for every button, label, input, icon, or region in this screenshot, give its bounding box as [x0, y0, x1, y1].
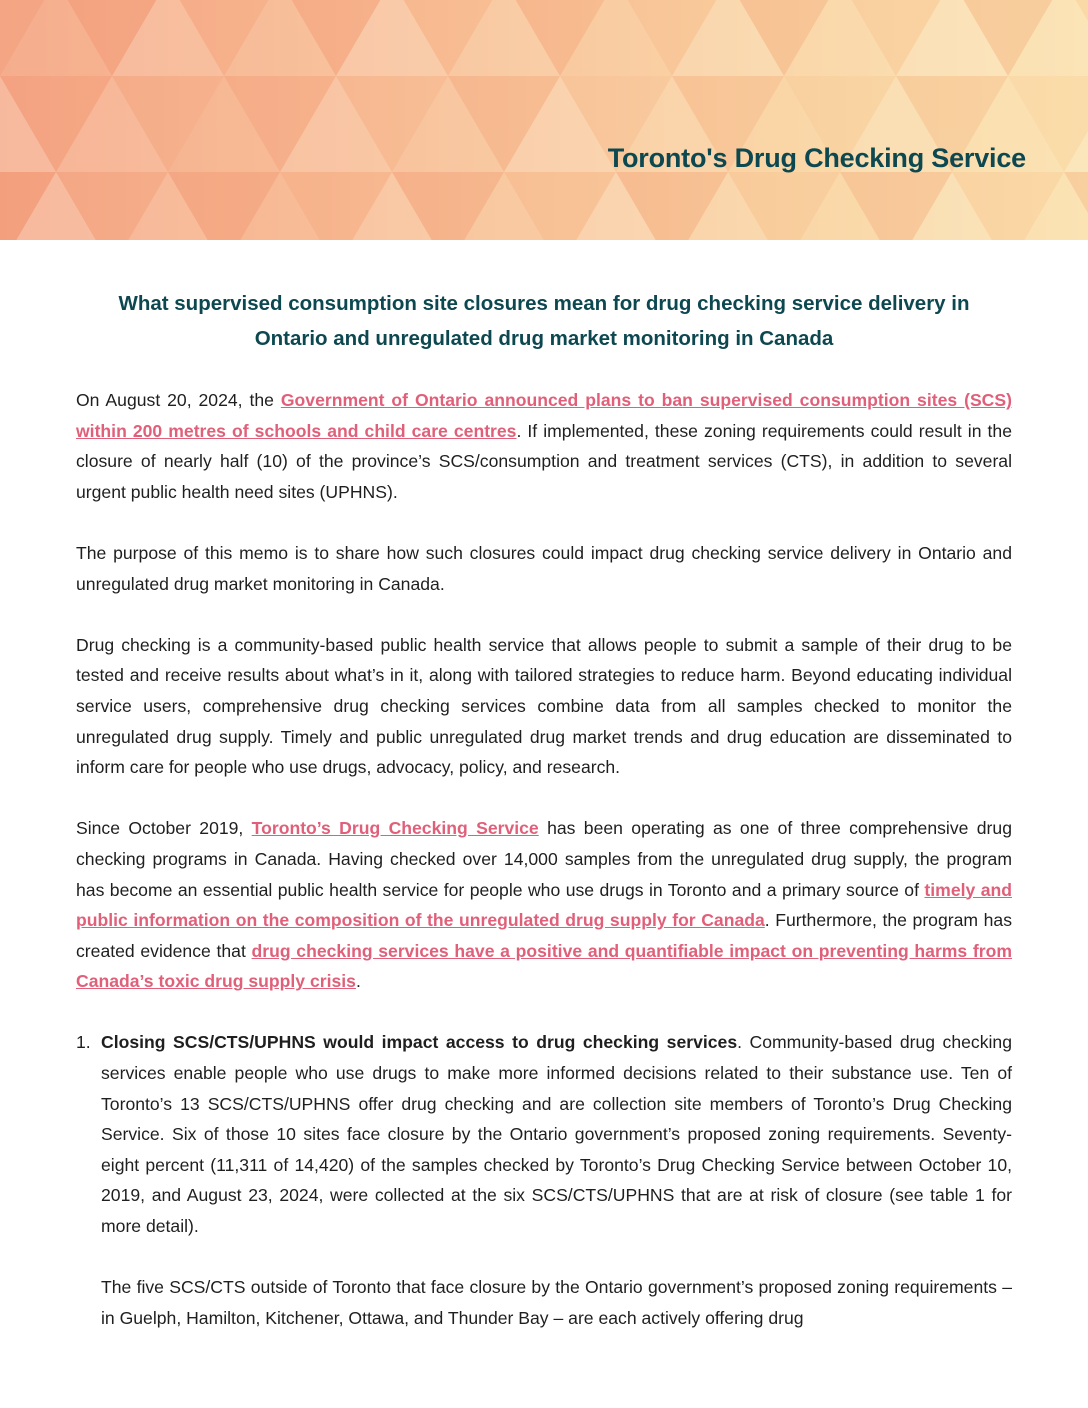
- list-item: [76, 1027, 1012, 1333]
- list-item-text: . Community-based drug checking services enable people who use drugs to make more informed decisions related to their substance use. Ten of Toronto’s 13 SCS/CTS/UPHNS offer drug checking and are collection site members of Toronto’s Drug Checking Service. Six of those 10 sites face closure by the Ontario government’s proposed zoning requirements. Seventy-eight percent (11,311 of 14,420) of the samples checked by Toronto’s Drug Checking Service between October 10, 2019, and August 23, 2024, were collected at the six SCS/CTS/UPHNS that are at risk of closure (see table 1 for more detail).: [101, 1032, 1012, 1237]
- list-item-heading: Closing SCS/CTS/UPHNS would impact access to drug checking services: [101, 1032, 738, 1053]
- paragraph-text: Since October 2019,: [76, 818, 252, 839]
- link-ontario-announcement[interactable]: Government of Ontario announced plans to ban supervised consumption sites (SCS) within 200 metres of schools and child care centres: [76, 390, 1012, 441]
- paragraph-text: has been operating as one of three comprehensive drug checking programs in Canada. Having checked over 14,000 samples from the unregulated drug supply, the program has become an essential public health service for people who use drugs in Toronto and a primary source of: [76, 818, 1012, 900]
- document-title-line2: Ontario and unregulated drug market monitoring in Canada: [254, 327, 834, 350]
- link-harm-evidence[interactable]: drug checking services have a positive and quantifiable impact on preventing harms from Canada’s toxic drug supply crisis: [76, 940, 1013, 992]
- triangle-pattern: [0, 0, 1088, 240]
- header-title: Toronto's Drug Checking Service: [607, 143, 1026, 173]
- paragraph-toronto-service: [76, 813, 1012, 997]
- paragraph-drug-checking: Drug checking is a community-based public health service that allows people to submit a sample of their drug to be tested and receive results about what’s in it, along with tailored strategies to reduce harm. Beyond educating individual service users, comprehensive drug checking services combine data from all samples checked to monitor the unregulated drug supply. Timely and public unregulated drug market trends and drug education are disseminated to inform care for people who use drugs, advocacy, policy, and research.: [76, 634, 1012, 778]
- list-item-followup: The five SCS/CTS outside of Toronto that face closure by the Ontario government’s proposed zoning requirements – in Guelph, Hamilton, Kitchener, Ottawa, and Thunder Bay – are each actively offering drug: [101, 1277, 1012, 1328]
- paragraph-text: . Furthermore, the program has created evidence that: [76, 910, 1012, 961]
- paragraph-text: On August 20, 2024, the: [76, 390, 281, 410]
- paragraph-text: . If implemented, these zoning requirements could result in the closure of nearly half (10) of the province’s SCS/consumption and treatment services (CTS), in addition to several urgent public health need sites (UPHNS).: [76, 420, 1012, 502]
- list-number: 1.: [76, 1032, 91, 1053]
- document-title-line1: What supervised consumption site closures mean for drug checking service delivery in: [118, 292, 970, 315]
- paragraph-text: .: [355, 971, 361, 992]
- link-timely-information[interactable]: timely and public information on the composition of the unregulated drug supply for Canada: [76, 879, 1012, 931]
- link-toronto-dcs[interactable]: Toronto’s Drug Checking Service: [251, 818, 539, 839]
- paragraph-purpose: The purpose of this memo is to share how such closures could impact drug checking service delivery in Ontario and unregulated drug market monitoring in Canada.: [76, 542, 1012, 594]
- paragraph-announcement: [76, 385, 1012, 507]
- header-banner: [0, 0, 1088, 240]
- list-item-paragraph: [101, 1027, 1012, 1241]
- document-title: [76, 286, 1012, 356]
- document-body: [76, 385, 1012, 1364]
